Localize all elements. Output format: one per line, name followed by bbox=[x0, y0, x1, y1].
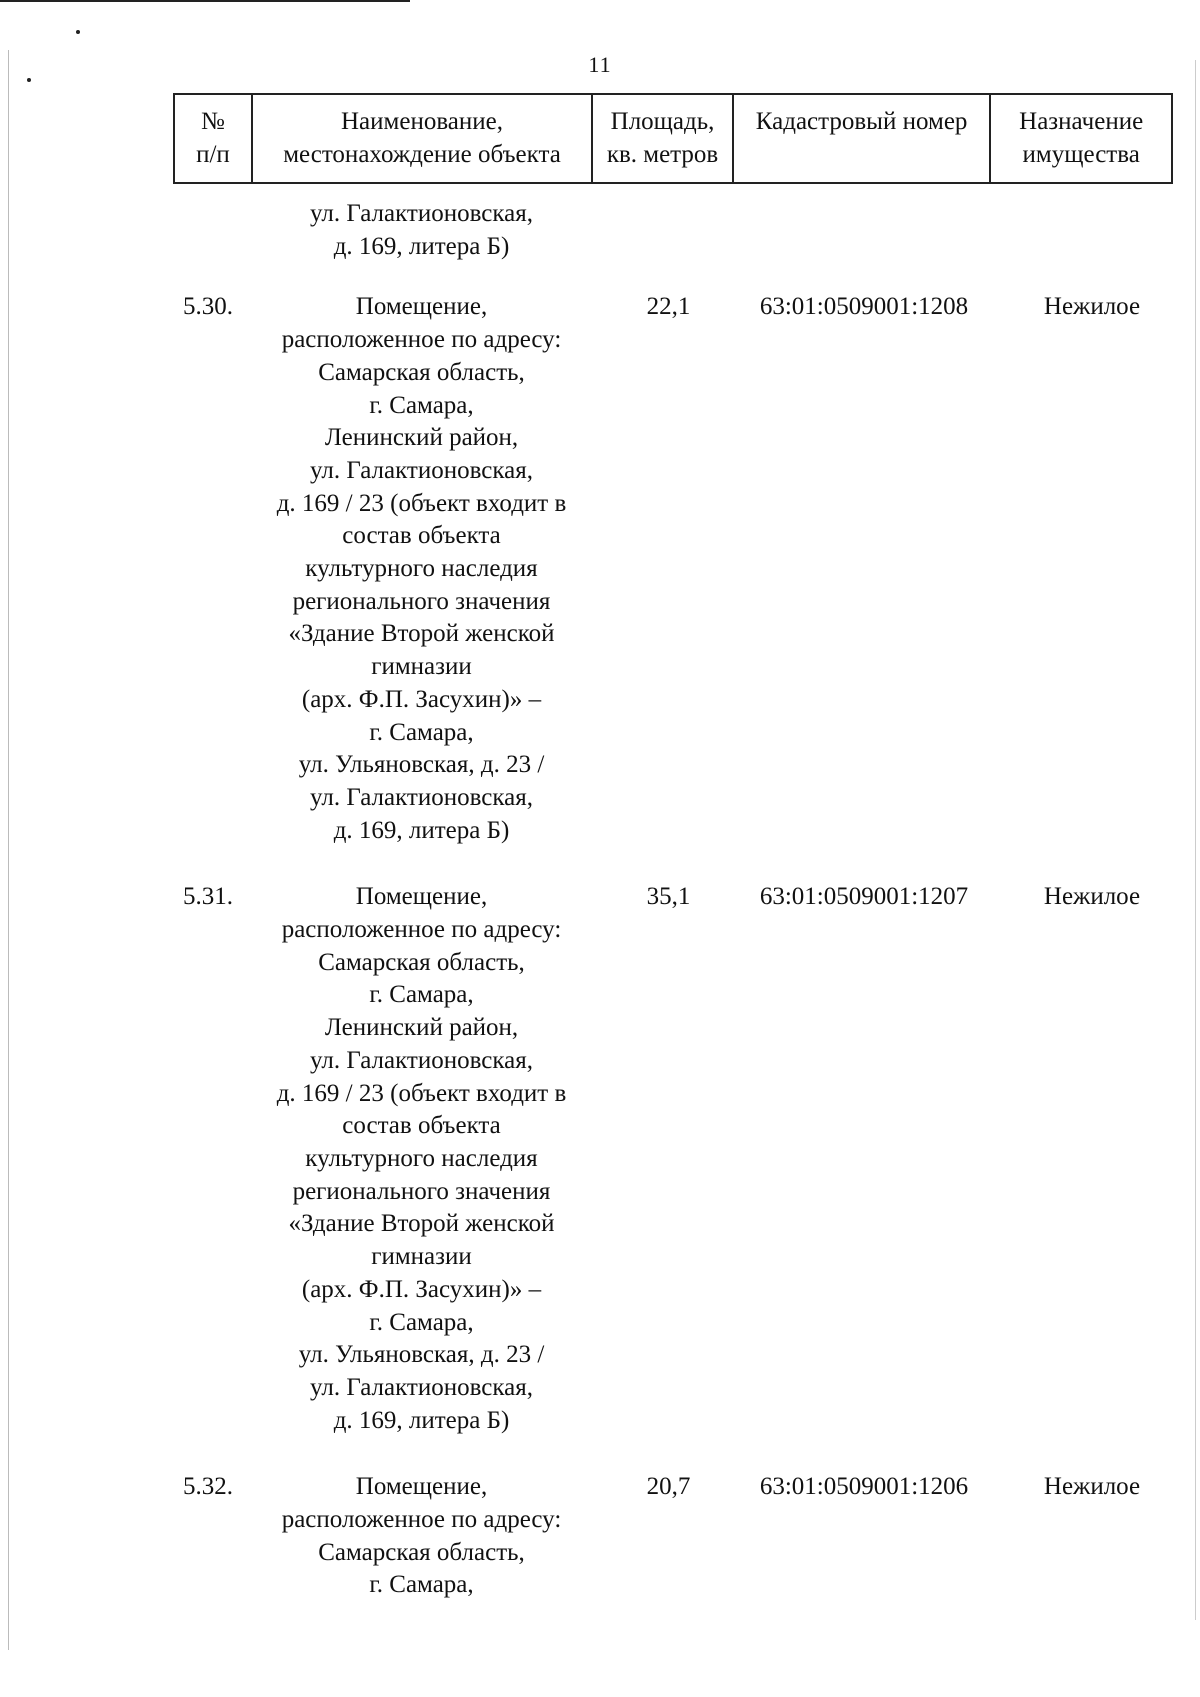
cell-num: 5.30. bbox=[183, 293, 233, 321]
header-num: № п/п bbox=[175, 95, 253, 182]
cell-name: ул. Галактионовская, д. 169, литера Б) bbox=[310, 200, 533, 260]
cell-name: Помещение, расположенное по адресу: Самарская область, г. Самара, Ленинский район, ул. Галактионовская, д. 169 / 23 (объект входит в состав объекта культурного наследия регионального значения «Здание Второй женской гимназии (арх. Ф.П. Засухин)» – г. Самара, ул. Ульяновская, д. 23 / ул. Галактионовская, д. 169, литера Б) bbox=[276, 883, 567, 1434]
scan-speck bbox=[27, 78, 31, 82]
cell-area: 35,1 bbox=[646, 883, 691, 911]
scan-edge-left bbox=[8, 50, 9, 1650]
cell-purpose: Нежилое bbox=[1043, 883, 1141, 911]
scan-speck bbox=[76, 30, 80, 34]
scan-edge-right bbox=[1195, 60, 1196, 1620]
table-row bbox=[173, 881, 1173, 1437]
header-cadastral: Кадастровый номер bbox=[734, 95, 991, 182]
table-row bbox=[173, 1471, 1173, 1602]
cell-area: 20,7 bbox=[646, 1473, 691, 1501]
cell-cadastral bbox=[733, 198, 991, 263]
page-number: 11 bbox=[588, 52, 612, 77]
cell-num: 5.32. bbox=[183, 1473, 233, 1501]
cell-cadastral: 63:01:0509001:1207 bbox=[759, 883, 969, 911]
cell-num: 5.31. bbox=[183, 883, 233, 911]
cell-name: Помещение, расположенное по адресу: Самарская область, г. Самара, Ленинский район, ул. Галактионовская, д. 169 / 23 (объект входит в состав объекта культурного наследия регионального значения «Здание Второй женской гимназии (арх. Ф.П. Засухин)» – г. Самара, ул. Ульяновская, д. 23 / ул. Галактионовская, д. 169, литера Б) bbox=[276, 293, 567, 844]
table-row-continuation bbox=[173, 198, 1173, 263]
table-row bbox=[173, 291, 1173, 847]
top-rule bbox=[0, 0, 410, 2]
cell-purpose: Нежилое bbox=[1043, 1473, 1141, 1501]
cell-purpose: Нежилое bbox=[1043, 293, 1141, 321]
cell-num bbox=[173, 198, 251, 263]
cell-area bbox=[592, 198, 733, 263]
cell-cadastral: 63:01:0509001:1206 bbox=[759, 1473, 969, 1501]
cell-area: 22,1 bbox=[646, 293, 691, 321]
header-purpose: Назначение имущества bbox=[1019, 108, 1144, 168]
header-name: Наименование, местонахождение объекта bbox=[253, 95, 593, 182]
cell-name: Помещение, расположенное по адресу: Самарская область, г. Самара, bbox=[281, 1473, 562, 1599]
cell-cadastral: 63:01:0509001:1208 bbox=[759, 293, 969, 321]
cell-purpose bbox=[991, 198, 1171, 263]
table-header bbox=[173, 93, 1173, 184]
header-area: Площадь, кв. метров bbox=[593, 95, 734, 182]
table-body bbox=[173, 198, 1173, 1636]
